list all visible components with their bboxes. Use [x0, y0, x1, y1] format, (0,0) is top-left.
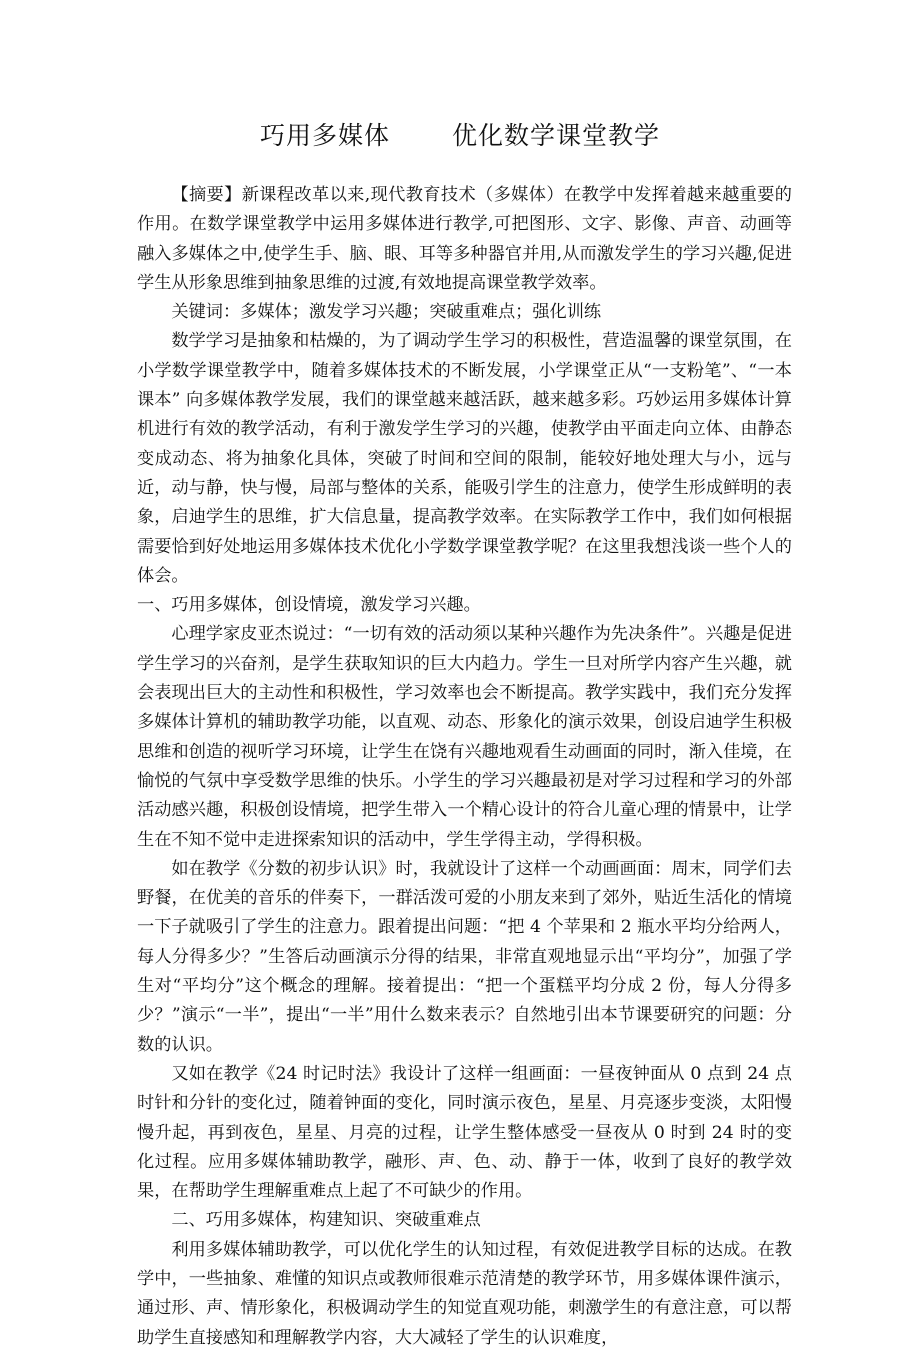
- abstract-paragraph: 【摘要】新课程改革以来,现代教育技术（多媒体）在教学中发挥着越来越重要的作用。在数学课堂教学中运用多媒体进行教学,可把图形、文字、影像、声音、动画等融入多媒体之中,使学生手、脑、眼、耳等多种器官并用,从而激发学生的学习兴趣,促进学生从形象思维到抽象思维的过渡,有效地提高课堂教学效率。: [137, 185, 792, 293]
- title-part-2: 优化数学课堂教学: [452, 121, 661, 150]
- title-part-1: 巧用多媒体: [259, 121, 390, 150]
- document-body: [137, 181, 792, 1353]
- section-heading-1: 一、巧用多媒体，创设情境，激发学习兴趣。: [137, 595, 481, 616]
- section-1-paragraph-2: 如在教学《分数的初步认识》时，我就设计了这样一个动画画面：周末，同学们去野餐，在优美的音乐的伴奏下，一群活泼可爱的小朋友来到了郊外，贴近生活化的情境一下子就吸引了学生的注意力。跟着提出问题：“把 4 个苹果和 2 瓶水平均分给两人，每人分得多少？”生答后动画演示分得的结果，非常直观地显示出“平均分”，加强了学生对“平均分”这个概念的理解。接着提出：“把一个蛋糕平均分成 2 份，每人分得多少？”演示“一半”，提出“一半”用什么数来表示？自然地引出本节课要研究的问题：分数的认识。: [137, 858, 792, 1055]
- section-1-paragraph-1: 心理学家皮亚杰说过：“一切有效的活动须以某种兴趣作为先决条件”。兴趣是促进学生学习的兴奋剂，是学生获取知识的巨大内趋力。学生一旦对所学内容产生兴趣，就会表现出巨大的主动性和积极性，学习效率也会不断提高。教学实践中，我们充分发挥多媒体计算机的辅助教学功能，以直观、动态、形象化的演示效果，创设启迪学生积极思维和创造的视听学习环境，让学生在饶有兴趣地观看生动画面的同时，渐入佳境，在愉悦的气氛中享受数学思维的快乐。小学生的学习兴趣最初是对学习过程和学习的外部活动感兴趣，积极创设情境，把学生带入一个精心设计的符合儿童心理的情景中，让学生在不知不觉中走进探索知识的活动中，学生学得主动，学得积极。: [137, 624, 792, 850]
- section-1-paragraph-3: 又如在教学《24 时记时法》我设计了这样一组画面：一昼夜钟面从 0 点到 24 点时针和分针的变化过，随着钟面的变化，同时演示夜色，星星、月亮逐步变淡，太阳慢慢升起，再到夜色，星星、月亮的过程，让学生整体感受一昼夜从 0 时到 24 时的变化过程。应用多媒体辅助教学，融形、声、色、动、静于一体，收到了良好的教学效果，在帮助学生理解重难点上起了不可缺少的作用。: [137, 1063, 792, 1202]
- intro-paragraph: 数学学习是抽象和枯燥的，为了调动学生学习的积极性，营造温馨的课堂氛围，在小学数学课堂教学中，随着多媒体技术的不断发展，小学课堂正从“一支粉笔”、“一本课本” 向多媒体教学发展，我们的课堂越来越活跃，越来越多彩。巧妙运用多媒体计算机进行有效的教学活动，有利于激发学生学习的兴趣，使教学由平面走向立体、由静态变成动态、将为抽象化具体，突破了时间和空间的限制，能较好地处理大与小，远与近，动与静，快与慢，局部与整体的关系，能吸引学生的注意力，使学生形成鲜明的表象，启迪学生的思维，扩大信息量，提高教学效率。在实际教学工作中，我们如何根据需要恰到好处地运用多媒体技术优化小学数学课堂教学呢？在这里我想浅谈一些个人的体会。: [137, 331, 792, 586]
- section-2-paragraph-1: 利用多媒体辅助教学，可以优化学生的认知过程，有效促进教学目标的达成。在教学中，一些抽象、难懂的知识点或教师很难示范清楚的教学环节，用多媒体课件演示，通过形、声、情形象化，积极调动学生的知觉直观功能，刺激学生的有意注意，可以帮助学生直接感知和理解教学内容，大大减轻了学生的认识难度，: [137, 1239, 792, 1348]
- section-heading-2: 二、巧用多媒体，构建知识、突破重难点: [171, 1210, 481, 1231]
- page-title: [0, 116, 920, 152]
- keywords-paragraph: 关键词：多媒体；激发学习兴趣；突破重难点；强化训练: [171, 302, 602, 323]
